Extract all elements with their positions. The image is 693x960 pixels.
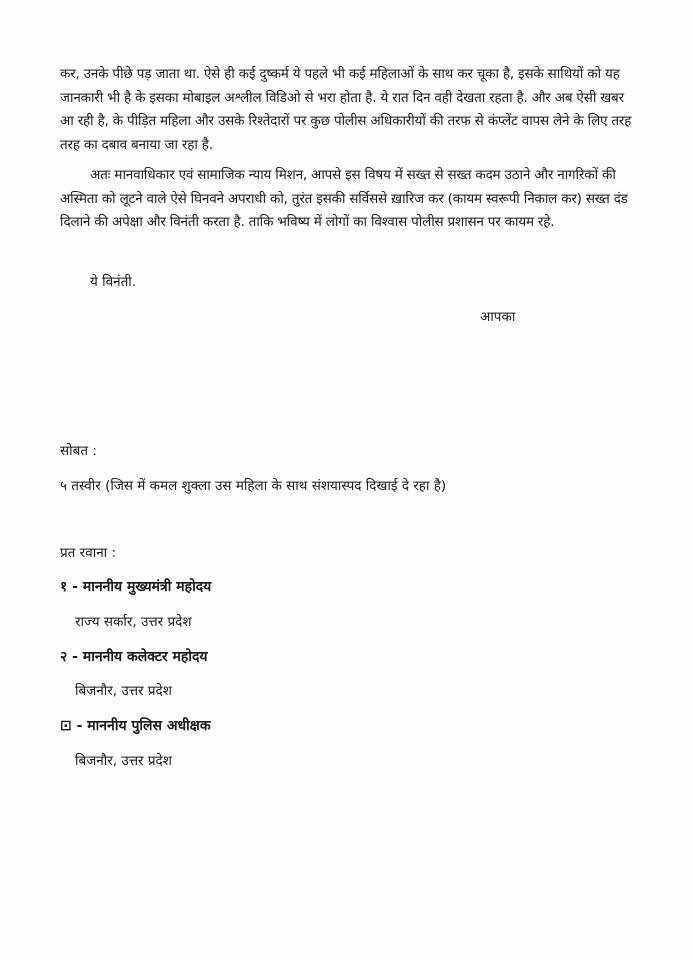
recipient-1-title: १ - माननीय मुख्यमंत्री महोदय [60, 579, 212, 595]
recipient-2-title: २ - माननीय कलेक्टर महोदय [60, 649, 208, 665]
recipient-2-address: बिजनौर, उत्तर प्रदेश [75, 683, 172, 699]
copy-heading: प्रत रवाना : [60, 545, 117, 561]
request-line: ये विनंती. [90, 274, 137, 290]
recipient-1-address: राज्य सर्कार, उत्तर प्रदेश [75, 614, 192, 630]
recipient-3-address: बिजनौर, उत्तर प्रदेश [75, 753, 172, 769]
recipient-3-title: ⊡ - माननीय पुलिस अधीक्षक [60, 718, 211, 734]
body-paragraph-2: अतः मानवाधिकार एवं सामाजिक न्याय मिशन, आपसे इस विषय में सख्त से सख्त कदम उठाने और नागरिकों की अस्मिता को लूटने वाले ऐसे घिनवने अपराधी को, तुरंत इसकी सर्विससे ख़ारिज कर (कायम स्वरूपी निकाल कर) सख्त दंड दिलाने की अपेक्षा और विनंती करता है. ताकि भविष्य में लोगों का विश्वास पोलीस प्रशासन पर कायम रहे. [60, 167, 628, 230]
closing-line: आपका [480, 309, 516, 325]
body-paragraph-1: कर, उनके पीछे पड़ जाता था. ऐसे ही कई दुष्कर्म ये पहले भी कई महिलाओं के साथ कर चूका है, इसके साथियों को यह जानकारी भी है के इसका मोबाइल अश्लील विडिओ से भरा होता है. ये रात दिन वही देखता रहता है. और अब ऐसी खबर आ रही है, के पीड़ित महिला और उसके रिश्तेदारों पर कुछ पोलीस अधिकारीयों की तरफ से कंप्लेंट वापस लेने के लिए तरह तरह का दबाव बनाया जा रहा है. [60, 66, 632, 153]
enclosure-heading: सोबत : [60, 443, 97, 459]
enclosure-item: ५ तस्वीर (जिस में कमल शुक्ला उस महिला के साथ संशयास्पद दिखाई दे रहा है) [60, 478, 447, 494]
